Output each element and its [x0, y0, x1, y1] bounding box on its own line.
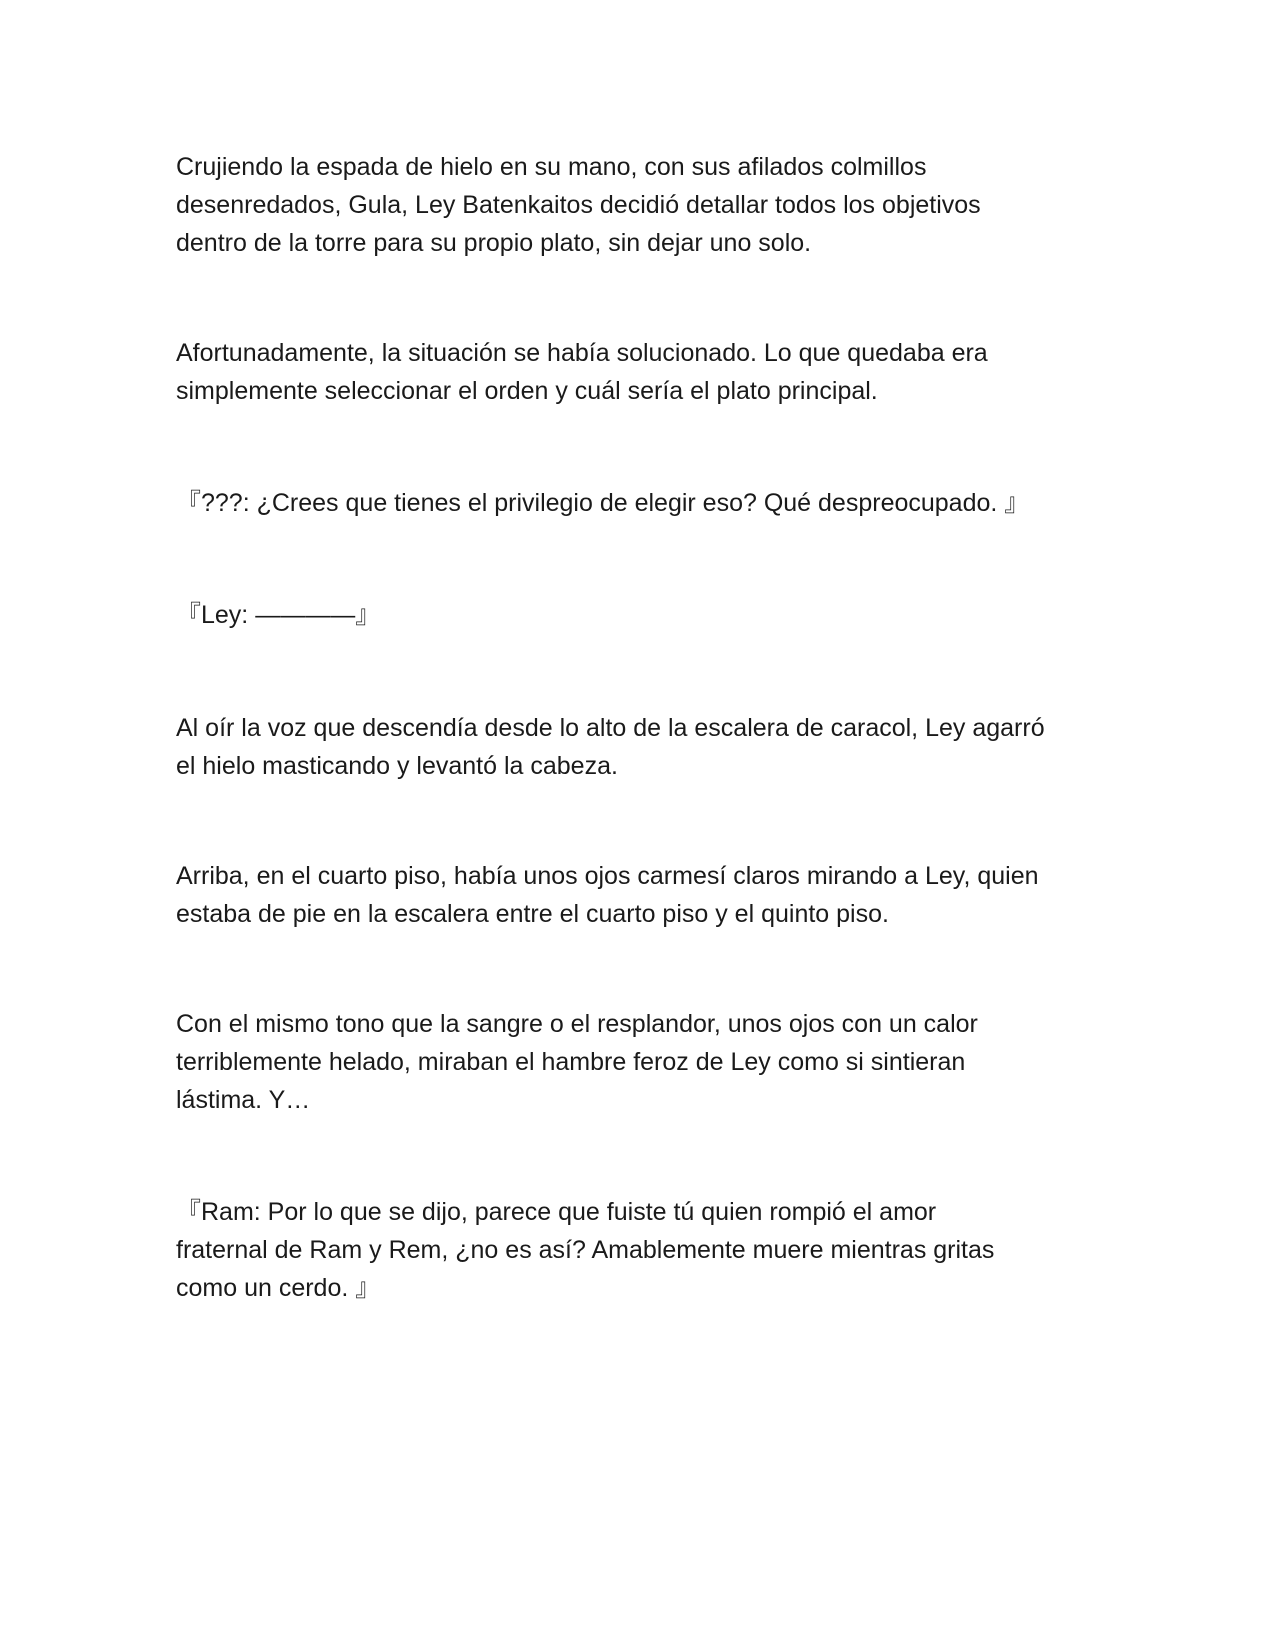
dialogue-line: 『Ram: Por lo que se dijo, parece que fuiste tú quien rompió el amor [176, 1198, 937, 1226]
paragraph-line: estaba de pie en la escalera entre el cuarto piso y el quinto piso. [176, 900, 889, 928]
paragraph-1 [176, 148, 1096, 262]
dialogue-unknown [176, 484, 1096, 522]
dialogue-line: 『Ley: ————』 [176, 601, 381, 629]
dialogue-ram [176, 1193, 1096, 1307]
paragraph-line: Arriba, en el cuarto piso, había unos ojos carmesí claros mirando a Ley, quien [176, 862, 1039, 890]
paragraph-2 [176, 334, 1096, 410]
dialogue-line: como un cerdo. 』 [176, 1274, 381, 1302]
paragraph-line: lástima. Y… [176, 1086, 311, 1114]
paragraph-line: Con el mismo tono que la sangre o el resplandor, unos ojos con un calor [176, 1010, 978, 1038]
paragraph-line: simplemente seleccionar el orden y cuál sería el plato principal. [176, 377, 878, 405]
paragraph-line: Al oír la voz que descendía desde lo alto de la escalera de caracol, Ley agarró [176, 714, 1045, 742]
paragraph-line: terriblemente helado, miraban el hambre feroz de Ley como si sintieran [176, 1048, 966, 1076]
paragraph-line: desenredados, Gula, Ley Batenkaitos decidió detallar todos los objetivos [176, 191, 981, 219]
dialogue-line: 『???: ¿Crees que tienes el privilegio de elegir eso? Qué despreocupado. 』 [176, 489, 1030, 517]
paragraph-line: Crujiendo la espada de hielo en su mano, con sus afilados colmillos [176, 153, 927, 181]
paragraph-line: el hielo masticando y levantó la cabeza. [176, 752, 618, 780]
dialogue-ley [176, 596, 1096, 634]
paragraph-line: Afortunadamente, la situación se había solucionado. Lo que quedaba era [176, 339, 988, 367]
paragraph-7 [176, 1005, 1096, 1119]
paragraph-5 [176, 709, 1096, 785]
paragraph-6 [176, 857, 1096, 933]
paragraph-line: dentro de la torre para su propio plato, sin dejar uno solo. [176, 229, 812, 257]
dialogue-line: fraternal de Ram y Rem, ¿no es así? Amablemente muere mientras gritas [176, 1236, 995, 1264]
